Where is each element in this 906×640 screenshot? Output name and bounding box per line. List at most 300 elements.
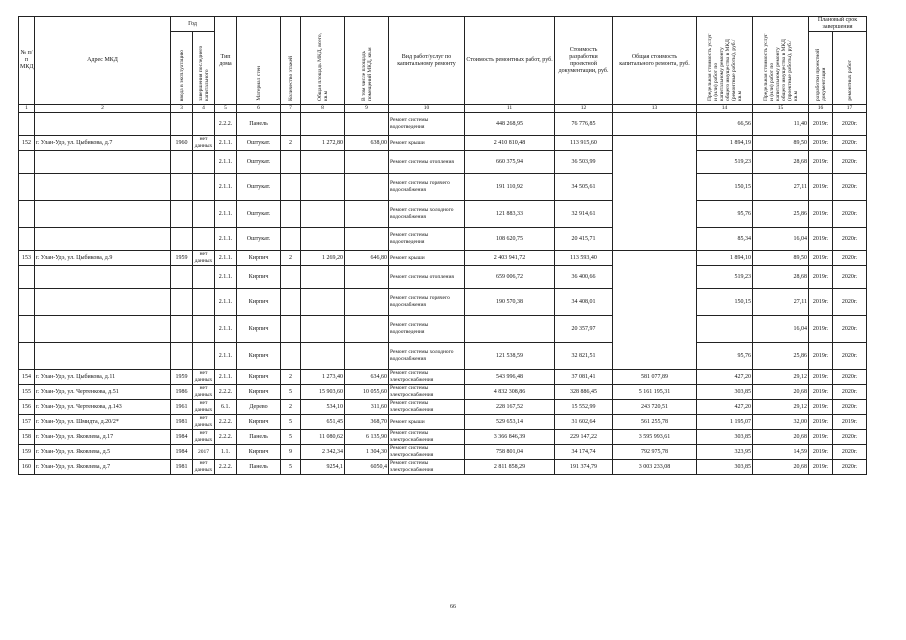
cell-wall-material: Кирпич [237,415,281,430]
cell-limit-repair: 1 894,19 [697,136,753,151]
cell-house-type: 2.1.1. [215,370,237,385]
cell-design-cost: 328 886,45 [555,385,613,400]
cell-design-cost: 76 776,85 [555,113,613,136]
table-row [19,415,867,430]
cell-repair-cost: 3 366 846,39 [465,430,555,445]
cell-term-design: 2019г. [809,445,833,460]
cell-mkd-number [19,266,35,289]
column-number: 2 [35,105,171,113]
table-row [19,113,867,136]
cell-wall-material: Оштукат. [237,151,281,174]
cell-wall-material: Кирпич [237,289,281,316]
table-row [19,400,867,415]
column-number: 12 [555,105,613,113]
cell-house-type: 2.1.1. [215,174,237,201]
cell-mkd-number: 153 [19,251,35,266]
column-number: 5 [215,105,237,113]
cell-year-commissioned: 1984 [171,430,193,445]
cell-limit-design: 28,68 [753,266,809,289]
table-row [19,174,867,201]
cell-work-type: Ремонт системы отопления [389,266,465,289]
cell-mkd-number [19,228,35,251]
cell-repair-cost: 191 110,92 [465,174,555,201]
column-number: 16 [809,105,833,113]
header-year-group: Год [171,17,215,32]
cell-work-type: Ремонт системы отопления [389,151,465,174]
cell-year-last-repair: нет данных [193,385,215,400]
cell-year-commissioned: 1959 [171,370,193,385]
cell-floors: 2 [281,136,301,151]
cell-premises-area [345,316,389,343]
cell-total-cost: 792 975,78 [613,445,697,460]
cell-premises-area: 311,60 [345,400,389,415]
column-number: 13 [613,105,697,113]
column-number: 4 [193,105,215,113]
cell-wall-material: Оштукат. [237,136,281,151]
cell-address: г. Улан-Удэ, ул. Яковлева, д.5 [35,445,171,460]
cell-work-type: Ремонт системы электроснабжения [389,460,465,475]
cell-limit-design: 16,04 [753,316,809,343]
cell-design-cost: 37 081,41 [555,370,613,385]
cell-floors: 5 [281,460,301,475]
cell-repair-cost: 543 996,48 [465,370,555,385]
table-body [19,113,867,475]
cell-wall-material: Кирпич [237,343,281,370]
cell-floors: 5 [281,385,301,400]
cell-limit-design: 20,68 [753,460,809,475]
table-row [19,151,867,174]
cell-repair-cost: 4 832 308,86 [465,385,555,400]
cell-year-commissioned [171,228,193,251]
cell-term-design: 2019г. [809,370,833,385]
cell-term-repair: 2020г. [833,445,867,460]
cell-wall-material: Панель [237,113,281,136]
cell-design-cost: 36 503,99 [555,151,613,174]
cell-house-type: 1.1. [215,445,237,460]
cell-limit-repair: 303,85 [697,460,753,475]
cell-wall-material: Кирпич [237,266,281,289]
cell-design-cost: 20 415,71 [555,228,613,251]
header-term-repair: ремонтных работ [833,32,867,105]
cell-wall-material: Кирпич [237,251,281,266]
cell-year-last-repair [193,316,215,343]
cell-premises-area: 638,00 [345,136,389,151]
cell-house-type: 2.2.2. [215,430,237,445]
cell-mkd-number: 152 [19,136,35,151]
cell-work-type: Ремонт системы электроснабжения [389,445,465,460]
cell-address [35,113,171,136]
header-limit-repair: Предельная стоимость услуг и (или) работ по капитальному ремонту общего имущества в МКД (ремонтные работы), руб./кв.м [697,17,753,105]
cell-mkd-number [19,343,35,370]
cell-year-commissioned [171,113,193,136]
cell-wall-material: Кирпич [237,445,281,460]
column-number: 6 [237,105,281,113]
table-row [19,251,867,266]
cell-year-last-repair: нет данных [193,251,215,266]
table-row [19,460,867,475]
cell-total-cost: 243 720,51 [613,400,697,415]
header-work-type: Вид работ/услуг по капитальному ремонту [389,17,465,105]
header-year-commissioned: ввода в эксплуатацию [171,32,193,105]
cell-premises-area [345,151,389,174]
cell-repair-cost: 190 570,38 [465,289,555,316]
header-total-cost: Общая стоимость капитального ремонта, руб. [613,17,697,105]
column-number: 15 [753,105,809,113]
cell-premises-area [345,289,389,316]
cell-term-design: 2019г. [809,385,833,400]
cell-limit-repair: 85,34 [697,228,753,251]
cell-wall-material: Панель [237,460,281,475]
cell-house-type: 2.1.1. [215,228,237,251]
cell-house-type: 2.1.1. [215,136,237,151]
cell-term-repair: 2020г. [833,228,867,251]
cell-address: г. Улан-Удэ, ул. Чертенкова, д.51 [35,385,171,400]
table-row [19,385,867,400]
cell-year-last-repair [193,151,215,174]
cell-total-area [301,174,345,201]
cell-floors: 9 [281,445,301,460]
column-number: 3 [171,105,193,113]
cell-work-type: Ремонт крыши [389,136,465,151]
cell-year-commissioned: 1960 [171,136,193,151]
cell-design-cost: 34 505,61 [555,174,613,201]
cell-term-design: 2019г. [809,201,833,228]
cell-term-design: 2019г. [809,400,833,415]
table-row [19,445,867,460]
cell-year-last-repair: нет данных [193,400,215,415]
cell-premises-area [345,343,389,370]
cell-repair-cost: 659 006,72 [465,266,555,289]
cell-floors [281,174,301,201]
cell-year-last-repair [193,343,215,370]
cell-year-commissioned: 1959 [171,251,193,266]
cell-limit-design: 25,86 [753,343,809,370]
cell-work-type: Ремонт крыши [389,251,465,266]
cell-total-cost [613,251,697,370]
cell-year-last-repair: нет данных [193,460,215,475]
cell-term-design: 2019г. [809,343,833,370]
column-number: 7 [281,105,301,113]
cell-total-area [301,228,345,251]
cell-year-commissioned [171,343,193,370]
cell-mkd-number: 158 [19,430,35,445]
cell-repair-cost: 2 403 941,72 [465,251,555,266]
column-number: 14 [697,105,753,113]
cell-work-type: Ремонт системы горячего водоснабжения [389,289,465,316]
cell-total-area [301,289,345,316]
header-house-type: Тип дома [215,17,237,105]
cell-total-area: 651,45 [301,415,345,430]
cell-year-last-repair [193,201,215,228]
cell-floors [281,266,301,289]
cell-term-repair: 2020г. [833,251,867,266]
cell-premises-area [345,113,389,136]
cell-year-last-repair [193,174,215,201]
cell-total-area: 1 273,40 [301,370,345,385]
cell-work-type: Ремонт системы электроснабжения [389,400,465,415]
cell-floors: 2 [281,251,301,266]
header-mkd-number: № п/п МКД [19,17,35,105]
cell-year-last-repair: нет данных [193,415,215,430]
cell-limit-design: 27,11 [753,174,809,201]
header-term-group: Плановый срок завершения [809,17,867,32]
cell-limit-repair: 95,76 [697,343,753,370]
cell-repair-cost: 2 811 858,29 [465,460,555,475]
cell-limit-repair: 427,20 [697,370,753,385]
cell-premises-area [345,201,389,228]
cell-term-design: 2019г. [809,136,833,151]
cell-design-cost: 113 593,40 [555,251,613,266]
cell-floors: 5 [281,415,301,430]
cell-repair-cost: 758 801,04 [465,445,555,460]
cell-term-repair: 2020г. [833,460,867,475]
cell-total-area [301,316,345,343]
cell-premises-area: 634,60 [345,370,389,385]
cell-house-type: 2.2.2. [215,385,237,400]
cell-total-area: 1 269,20 [301,251,345,266]
cell-premises-area [345,228,389,251]
cell-repair-cost: 121 538,59 [465,343,555,370]
cell-premises-area: 6 135,90 [345,430,389,445]
cell-limit-design: 11,40 [753,113,809,136]
cell-term-design: 2019г. [809,289,833,316]
cell-total-cost: 3 595 993,61 [613,430,697,445]
cell-house-type: 2.1.1. [215,151,237,174]
cell-repair-cost: 660 375,94 [465,151,555,174]
cell-year-commissioned: 1981 [171,460,193,475]
header-premises-area: В том числе площадь помещений МКД, кв.м [345,17,389,105]
cell-work-type: Ремонт системы электроснабжения [389,430,465,445]
cell-floors: 2 [281,370,301,385]
cell-year-commissioned [171,289,193,316]
table-row [19,316,867,343]
cell-term-repair: 2020г. [833,174,867,201]
cell-total-area: 11 080,62 [301,430,345,445]
cell-limit-repair: 519,23 [697,151,753,174]
cell-address [35,343,171,370]
cell-floors: 5 [281,430,301,445]
cell-year-commissioned [171,151,193,174]
cell-limit-repair: 1 894,10 [697,251,753,266]
cell-address [35,174,171,201]
cell-term-repair: 2020г. [833,400,867,415]
table-row [19,343,867,370]
column-number: 9 [345,105,389,113]
header-total-area: Общая площадь МКД, всего, кв.м [301,17,345,105]
cell-term-repair: 2020г. [833,430,867,445]
table-row [19,266,867,289]
cell-address [35,266,171,289]
cell-floors [281,201,301,228]
header-year-last-repair: завершения последнего капитального [193,32,215,105]
cell-total-area: 9254,1 [301,460,345,475]
header-address: Адрес МКД [35,17,171,105]
cell-design-cost: 32 821,51 [555,343,613,370]
cell-year-last-repair: 2017 [193,445,215,460]
cell-limit-design: 14,59 [753,445,809,460]
cell-year-commissioned: 1984 [171,445,193,460]
cell-work-type: Ремонт системы холодного водоснабжения [389,343,465,370]
cell-limit-design: 89,50 [753,251,809,266]
cell-mkd-number [19,174,35,201]
cell-address: г. Улан-Удэ, ул. Яковлева, д.7 [35,460,171,475]
cell-house-type: 2.1.1. [215,201,237,228]
cell-repair-cost: 2 410 810,48 [465,136,555,151]
column-number: 17 [833,105,867,113]
cell-total-area [301,151,345,174]
table-header [19,17,867,113]
cell-mkd-number: 159 [19,445,35,460]
cell-term-design: 2019г. [809,460,833,475]
cell-design-cost: 15 552,99 [555,400,613,415]
cell-repair-cost: 108 620,75 [465,228,555,251]
cell-wall-material: Кирпич [237,385,281,400]
cell-limit-design: 25,86 [753,201,809,228]
column-number-row [19,105,867,113]
cell-limit-repair: 150,15 [697,289,753,316]
cell-term-design: 2019г. [809,228,833,251]
table-row [19,201,867,228]
cell-total-area [301,201,345,228]
table-row [19,136,867,151]
cell-floors [281,289,301,316]
table-row [19,289,867,316]
cell-premises-area: 646,80 [345,251,389,266]
cell-total-cost [613,113,697,136]
cell-term-repair: 2020г. [833,201,867,228]
cell-work-type: Ремонт системы водоотведения [389,316,465,343]
cell-floors [281,113,301,136]
cell-floors [281,228,301,251]
cell-premises-area: 10 055,60 [345,385,389,400]
cell-term-design: 2019г. [809,151,833,174]
cell-house-type: 2.1.1. [215,343,237,370]
cell-repair-cost: 228 167,52 [465,400,555,415]
cell-total-area [301,113,345,136]
cell-address [35,228,171,251]
cell-term-repair: 2020г. [833,136,867,151]
cell-house-type: 6.1. [215,400,237,415]
cell-design-cost: 191 374,79 [555,460,613,475]
cell-address: г. Улан-Удэ, ул. Шмидта, д.20/2* [35,415,171,430]
cell-term-repair: 2020г. [833,316,867,343]
column-number: 11 [465,105,555,113]
header-floors: Количество этажей [281,17,301,105]
cell-design-cost: 113 915,60 [555,136,613,151]
cell-premises-area: 368,70 [345,415,389,430]
cell-floors [281,316,301,343]
cell-total-cost: 581 077,89 [613,370,697,385]
cell-total-cost: 3 003 233,08 [613,460,697,475]
cell-limit-repair: 303,85 [697,430,753,445]
cell-limit-repair: 66,56 [697,113,753,136]
table-row [19,430,867,445]
cell-design-cost: 31 602,64 [555,415,613,430]
cell-term-design: 2019г. [809,415,833,430]
cell-limit-repair [697,316,753,343]
cell-term-repair: 2020г. [833,151,867,174]
cell-address [35,289,171,316]
table-row [19,228,867,251]
cell-limit-repair: 303,85 [697,385,753,400]
cell-limit-repair: 519,23 [697,266,753,289]
cell-total-area: 534,10 [301,400,345,415]
cell-year-commissioned: 1986 [171,385,193,400]
cell-term-design: 2019г. [809,113,833,136]
cell-year-commissioned: 1961 [171,400,193,415]
cell-floors: 2 [281,400,301,415]
cell-limit-repair: 427,20 [697,400,753,415]
cell-design-cost: 229 147,22 [555,430,613,445]
cell-year-last-repair [193,289,215,316]
cell-wall-material: Кирпич [237,316,281,343]
cell-limit-design: 32,00 [753,415,809,430]
cell-mkd-number [19,289,35,316]
cell-wall-material: Дерево [237,400,281,415]
cell-mkd-number [19,151,35,174]
cell-year-commissioned: 1981 [171,415,193,430]
cell-year-last-repair: нет данных [193,136,215,151]
cell-address [35,201,171,228]
cell-year-last-repair: нет данных [193,430,215,445]
cell-total-area [301,343,345,370]
cell-total-cost: 561 255,78 [613,415,697,430]
cell-wall-material: Кирпич [237,370,281,385]
cell-term-repair: 2020г. [833,385,867,400]
header-repair-cost: Стоимость ремонтных работ, руб. [465,17,555,105]
cell-design-cost: 36 400,66 [555,266,613,289]
cell-year-last-repair: нет данных [193,370,215,385]
cell-wall-material: Оштукат. [237,174,281,201]
cell-house-type: 2.1.1. [215,316,237,343]
cell-total-cost [613,136,697,251]
page-number: 66 [450,604,456,610]
cell-premises-area: 1 304,30 [345,445,389,460]
cell-term-design: 2019г. [809,251,833,266]
cell-address: г. Улан-Удэ, ул. Цыбикова, д.9 [35,251,171,266]
cell-premises-area [345,266,389,289]
cell-work-type: Ремонт системы горячего водоснабжения [389,174,465,201]
cell-year-last-repair [193,113,215,136]
cell-limit-repair: 95,76 [697,201,753,228]
cell-house-type: 2.2.2. [215,113,237,136]
header-limit-design: Предельная стоимость услуг и (или) работ по капитальному ремонту общего имущества в МКД (проектные работы), руб./кв.м [753,17,809,105]
cell-design-cost: 20 357,97 [555,316,613,343]
cell-premises-area: 6050,4 [345,460,389,475]
cell-term-repair: 2019г. [833,415,867,430]
cell-work-type: Ремонт системы холодного водоснабжения [389,201,465,228]
cell-limit-design: 29,12 [753,370,809,385]
cell-limit-design: 89,50 [753,136,809,151]
cell-repair-cost [465,316,555,343]
cell-mkd-number: 156 [19,400,35,415]
cell-mkd-number: 157 [19,415,35,430]
header-wall-material: Материал стен [237,17,281,105]
cell-floors [281,151,301,174]
cell-wall-material: Оштукат. [237,201,281,228]
cell-term-design: 2019г. [809,266,833,289]
cell-house-type: 2.1.1. [215,251,237,266]
cell-term-design: 2019г. [809,430,833,445]
cell-term-repair: 2020г. [833,289,867,316]
cell-address: г. Улан-Удэ, ул. Яковлева, д.17 [35,430,171,445]
table-row [19,370,867,385]
cell-design-cost: 32 914,61 [555,201,613,228]
cell-house-type: 2.1.1. [215,266,237,289]
cell-limit-design: 20,68 [753,385,809,400]
column-number: 10 [389,105,465,113]
cell-house-type: 2.1.1. [215,289,237,316]
